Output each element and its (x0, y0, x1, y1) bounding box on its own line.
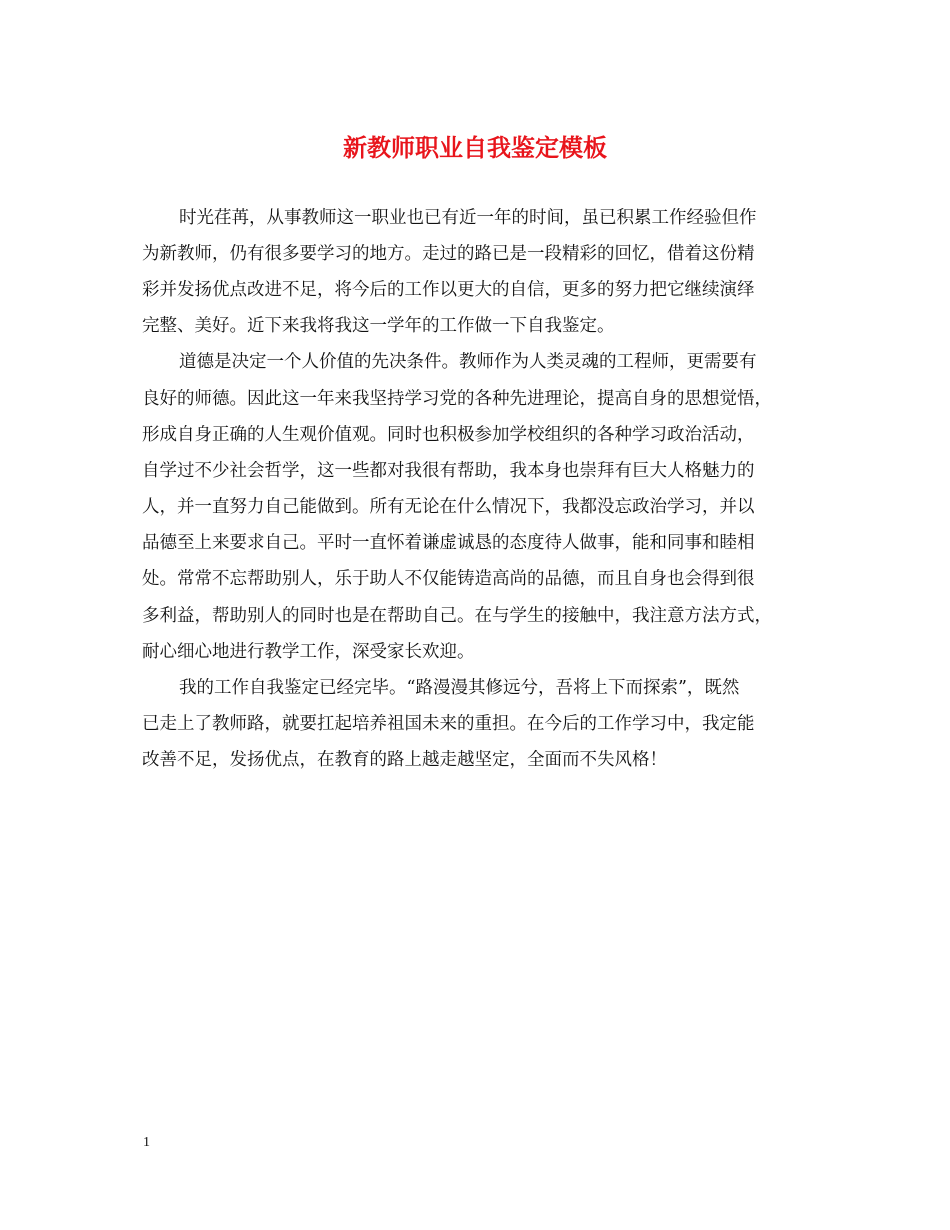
paragraph-line: 彩并发扬优点改进不足，将今后的工作以更大的自信，更多的努力把它继续演绎 (142, 280, 755, 300)
paragraph-line: 处。常常不忘帮助别人，乐于助人不仅能铸造高尚的品德，而且自身也会得到很 (142, 569, 755, 589)
paragraph-line: 我的工作自我鉴定已经完毕。“路漫漫其修远兮，吾将上下而探索”，既然 (179, 678, 740, 698)
document-title: 新教师职业自我鉴定模板 (343, 133, 607, 162)
paragraph-line: 多利益，帮助别人的同时也是在帮助自己。在与学生的接触中，我注意方法方式， (142, 606, 772, 626)
paragraph-line: 自学过不少社会哲学，这一些都对我很有帮助，我本身也崇拜有巨大人格魅力的 (142, 461, 755, 481)
paragraph-line: 形成自身正确的人生观价值观。同时也积极参加学校组织的各种学习政治活动， (142, 425, 755, 445)
paragraph-line: 改善不足，发扬优点，在教育的路上越走越坚定，全面而不失风格！ (142, 750, 667, 770)
paragraph-line: 为新教师，仍有很多要学习的地方。走过的路已是一段精彩的回忆，借着这份精 (142, 244, 755, 264)
paragraph-line: 完整、美好。近下来我将我这一学年的工作做一下自我鉴定。 (142, 316, 615, 336)
paragraph-line: 耐心细心地进行教学工作，深受家长欢迎。 (142, 642, 475, 662)
paragraph-line: 道德是决定一个人价值的先决条件。教师作为人类灵魂的工程师，更需要有 (179, 352, 757, 372)
paragraph-line: 时光荏苒，从事教师这一职业也已有近一年的时间，虽已积累工作经验但作 (179, 208, 757, 228)
page-number: 1 (143, 1135, 150, 1150)
paragraph-line: 人，并一直努力自己能做到。所有无论在什么情况下，我都没忘政治学习，并以 (142, 497, 755, 517)
paragraph-line: 已走上了教师路，就要扛起培养祖国未来的重担。在今后的工作学习中，我定能 (142, 714, 755, 734)
paragraph-line: 良好的师德。因此这一年来我坚持学习党的各种先进理论，提高自身的思想觉悟， (142, 389, 772, 409)
paragraph-line: 品德至上来要求自己。平时一直怀着谦虚诚恳的态度待人做事，能和同事和睦相 (142, 533, 755, 553)
